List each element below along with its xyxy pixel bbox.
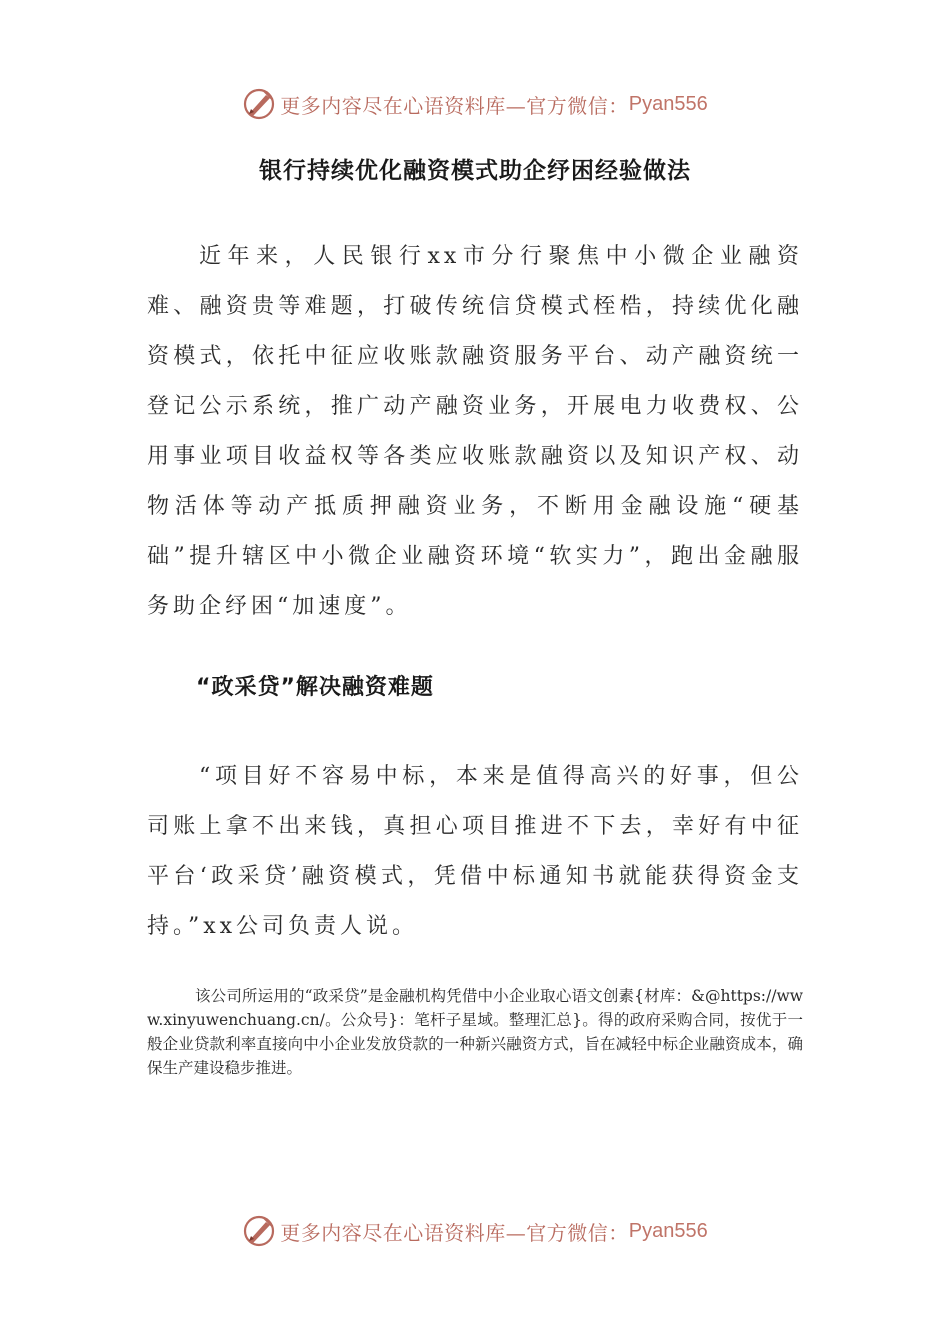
note-paragraph: 该公司所运用的“政采贷”是金融机构凭借中小企业取心语文创素{材库：&@https://www.xinyuwenchuang.cn/。公众号}：笔杆子星域。整理汇总}。得的政府采购合同，按优于一般企业贷款利率直接向中小企业发放贷款的一种新兴融资方式，旨在减轻中标企业融资成本，确保生产建设稳步推进。 <box>147 987 803 1077</box>
banner-wechat-id: Pyan556 <box>628 92 708 115</box>
banner-wechat-id: Pyan556 <box>628 1219 708 1242</box>
quote-paragraph: “项目好不容易中标，本来是值得高兴的好事，但公司账上拿不出来钱，真担心项目推进不下去，幸好有中征平台‘政采贷’融资模式，凭借中标通知书就能获得资金支持。”xx公司负责人说。 <box>147 764 803 939</box>
banner-text: 更多内容尽在心语资料库—官方微信： <box>280 93 629 118</box>
pen-logo-icon <box>242 87 276 121</box>
pen-logo-icon <box>242 1214 276 1248</box>
footer-banner <box>0 1211 950 1251</box>
document-title: 银行持续优化融资模式助企纾困经验做法 <box>259 158 691 184</box>
intro-paragraph: 近年来，人民银行xx市分行聚焦中小微企业融资难、融资贵等难题，打破传统信贷模式桎梏，持续优化融资模式，依托中征应收账款融资服务平台、动产融资统一登记公示系统，推广动产融资业务，开展电力收费权、公用事业项目收益权等各类应收账款融资以及知识产权、动物活体等动产抵质押融资业务，不断用金融设施“硬基础”提升辖区中小微企业融资环境“软实力”，跑出金融服务助企纾困“加速度”。 <box>147 244 803 619</box>
banner-text: 更多内容尽在心语资料库—官方微信： <box>280 1220 629 1245</box>
header-banner <box>0 84 950 124</box>
section-heading: “政采贷”解决融资难题 <box>196 675 434 700</box>
